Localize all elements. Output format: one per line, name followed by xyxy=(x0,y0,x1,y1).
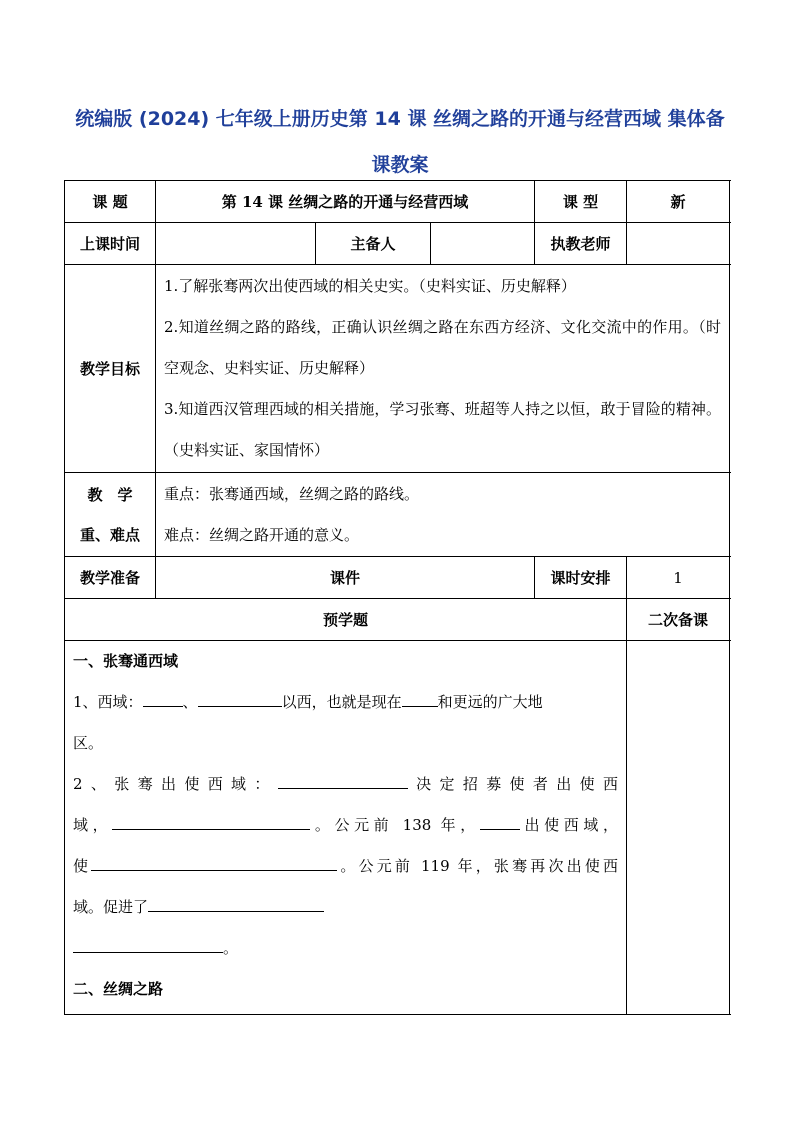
key-point: 重点：张骞通西域，丝绸之路的路线。 xyxy=(164,484,420,503)
row-preview-content xyxy=(65,641,730,1015)
goal-item: 2.知道丝绸之路的路线，正确认识丝绸之路在东西方经济、文化交流中的作用。（时空观念、史料实证、历史解释） xyxy=(164,318,722,377)
question-2-line-2 xyxy=(73,805,618,846)
q2-line3-suffix: 。公元前 119 年，张骞再次出使西 xyxy=(337,857,618,875)
q2-line1-suffix: 决定招募使者出使西 xyxy=(407,775,618,793)
time-label: 上课时间 xyxy=(65,223,156,265)
goal-item: 1.了解张骞两次出使西域的相关史实。（史料实证、历史解释） xyxy=(164,277,576,295)
time-value xyxy=(156,223,316,265)
title-line-2: 课教案 xyxy=(371,154,429,176)
row-goals xyxy=(65,265,730,473)
period-label: 课时安排 xyxy=(535,557,627,599)
key-label-line-1: 教 学 xyxy=(87,485,133,504)
section-heading-2: 二、丝绸之路 xyxy=(73,980,164,998)
q2-line2-mid: 。公元前 138 年， xyxy=(310,816,480,834)
question-1-line-2: 区。 xyxy=(73,734,104,752)
q1-prefix: 1、西域： xyxy=(73,693,143,711)
q1-end: 和更远的广大地 xyxy=(437,693,543,711)
question-2-line-3 xyxy=(73,846,618,887)
question-1-line-1 xyxy=(73,682,618,723)
topic-label: 课 题 xyxy=(65,181,156,223)
q2-line2-prefix: 域， xyxy=(73,816,113,834)
topic-value: 第 14 课 丝绸之路的开通与经营西域 xyxy=(156,181,535,223)
question-2-line-1 xyxy=(73,764,618,805)
answer-blank[interactable] xyxy=(198,690,282,707)
answer-blank[interactable] xyxy=(148,895,324,912)
row-topic xyxy=(65,181,730,223)
preview-label: 预学题 xyxy=(65,599,627,641)
document-title xyxy=(70,96,730,188)
key-points-cell xyxy=(156,473,730,557)
goal-item: 3.知道西汉管理西域的相关措施，学习张骞、班超等人持之以恒，敢于冒险的精神。（史料实证、家国情怀） xyxy=(164,400,722,459)
q2-line2-suffix: 出使西域， xyxy=(519,816,618,834)
q1-mid: 以西，也就是现在 xyxy=(281,693,402,711)
q2-line1-prefix: 2、张骞出使西域： xyxy=(73,775,278,793)
q1-separator: 、 xyxy=(182,693,198,711)
prep-value: 课件 xyxy=(156,557,535,599)
row-key-points xyxy=(65,473,730,557)
key-points-label xyxy=(65,473,156,557)
row-time xyxy=(65,223,730,265)
period-value: 1 xyxy=(627,557,730,599)
answer-blank[interactable] xyxy=(91,854,337,871)
second-prep-area xyxy=(627,641,730,1015)
prep-label: 教学准备 xyxy=(65,557,156,599)
goals-label: 教学目标 xyxy=(65,265,156,473)
answer-blank[interactable] xyxy=(480,813,520,830)
main-prep-value xyxy=(431,223,535,265)
teacher-value xyxy=(627,223,730,265)
q2-line4-prefix: 域。促进了 xyxy=(73,898,149,916)
answer-blank[interactable] xyxy=(278,772,408,789)
lesson-plan-table xyxy=(64,180,730,1015)
type-label: 课 型 xyxy=(535,181,627,223)
question-2-line-4 xyxy=(73,887,618,928)
main-prep-label: 主备人 xyxy=(316,223,431,265)
teacher-label: 执教老师 xyxy=(535,223,627,265)
q2-line5-suffix: 。 xyxy=(223,939,239,957)
answer-blank[interactable] xyxy=(112,813,310,830)
answer-blank[interactable] xyxy=(143,690,183,707)
preview-content xyxy=(65,641,627,1015)
answer-blank[interactable] xyxy=(73,936,223,953)
key-label-line-2: 重、难点 xyxy=(79,525,140,544)
row-preview-header xyxy=(65,599,730,641)
row-preparation xyxy=(65,557,730,599)
section-heading-1: 一、张骞通西域 xyxy=(73,652,179,670)
answer-blank[interactable] xyxy=(402,690,438,707)
goals-cell xyxy=(156,265,730,473)
q2-line3-prefix: 使 xyxy=(73,857,92,875)
type-value: 新 xyxy=(627,181,730,223)
question-2-line-5 xyxy=(73,928,618,969)
title-line-1: 统编版 (2024) 七年级上册历史第 14 课 丝绸之路的开通与经营西域 集体备 xyxy=(75,108,725,130)
difficult-point: 难点：丝绸之路开通的意义。 xyxy=(164,525,360,544)
second-prep-label: 二次备课 xyxy=(627,599,730,641)
